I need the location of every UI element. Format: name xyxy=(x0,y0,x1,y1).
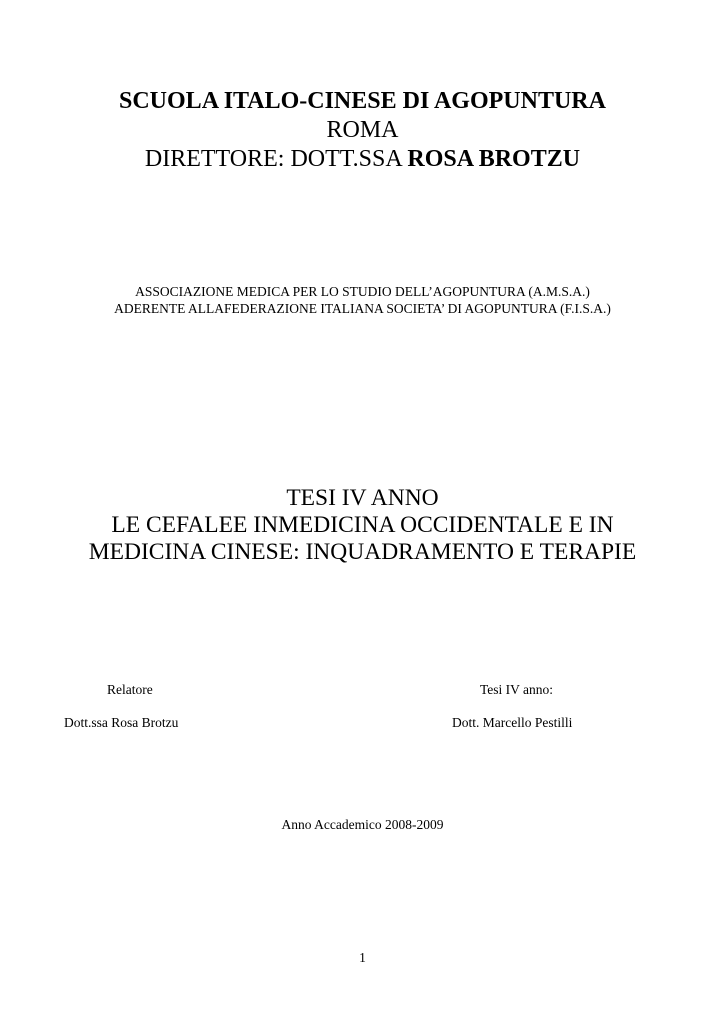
association-line-1: ASSOCIAZIONE MEDICA PER LO STUDIO DELL’AGOPUNTURA (A.M.S.A.) xyxy=(135,284,590,299)
student-name: Dott. Marcello Pestilli xyxy=(452,715,573,730)
supervisor-label: Relatore xyxy=(107,682,153,697)
student-label: Tesi IV anno: xyxy=(480,682,554,697)
thesis-title-line-1: LE CEFALEE INMEDICINA OCCIDENTALE E IN xyxy=(111,512,614,538)
thesis-title-line-2: MEDICINA CINESE: INQUADRAMENTO E TERAPIE xyxy=(88,539,637,565)
school-title: SCUOLA ITALO-CINESE DI AGOPUNTURA xyxy=(119,88,606,114)
director-name: ROSA BROTZU xyxy=(407,146,581,172)
academic-year: Anno Accademico 2008-2009 xyxy=(281,817,444,832)
page-number: 1 xyxy=(359,950,366,965)
city-line: ROMA xyxy=(326,117,399,143)
thesis-year-heading: TESI IV ANNO xyxy=(286,485,439,511)
director-prefix: DIRETTORE: DOTT.SSA xyxy=(144,146,408,172)
association-line-2: ADERENTE ALLAFEDERAZIONE ITALIANA SOCIETA’ DI AGOPUNTURA (F.I.S.A.) xyxy=(114,301,611,316)
director-line xyxy=(0,144,725,174)
supervisor-name: Dott.ssa Rosa Brotzu xyxy=(64,715,179,730)
